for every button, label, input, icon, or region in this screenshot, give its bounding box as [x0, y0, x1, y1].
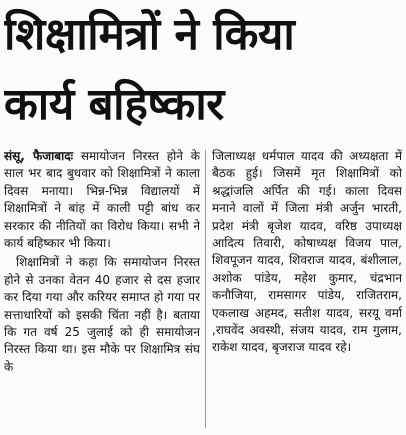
article-paragraph	[4, 148, 200, 252]
article-paragraph: जिलाध्यक्ष धर्मपाल यादव की अध्यक्षता में बैठक हुई। जिसमें मृत शिक्षामित्रों को श्रद्धांजलि अर्पित की गई। काला दिवस मनाने वालों में जिला मंत्री अर्जुन भारती, प्रदेश मंत्री बृजेश यादव, वरिष्ठ उपाध्यक्ष आदित्य तिवारी, कोषाध्यक्ष विजय पाल, शिवपूजन यादव, शिवराज यादव, बंशीलाल, अशोक पांडेय, महेश कुमार, चंद्रभान कनौजिया, रामसागर पांडेय, राजितराम, एकलाख अहमद, सतीश यादव, सरयू वर्मा ,राघवेंद अवस्थी, संजय यादव, राम गुलाम, राकेश यादव, बृजराज यादव रहे।	[212, 149, 402, 355]
headline-line-2: कार्य बहिष्कार	[4, 79, 224, 130]
column-divider	[205, 150, 206, 428]
article-column-left	[4, 148, 200, 433]
dateline: संसू, फैजाबादः	[4, 149, 74, 163]
headline-line-1: शिक्षामित्रों ने किया	[4, 9, 295, 60]
paragraph-text: समायोजन निरस्त होने के साल भर बाद बुधवार को शिक्षामित्रों ने काला दिवस मनाया। भिन्न-भिन्न विद्यालयों में शिक्षामित्रों ने बांह में काली पट्टी बांध कर सरकार की नीतियों का विरोध किया। सभी ने कार्य बहिष्कार भी किया।	[4, 149, 200, 251]
article-paragraph: शिक्षामित्रों ने कहा कि समायोजन निरस्त होने से उनका वेतन 40 हजार से दस हजार कर दिया गया और करियर समाप्त हो गया पर सत्ताधारियों को इसकी चिंता नहीं है। बताया कि गत वर्ष 25 जुलाई को ही समायोजन निरस्त किया था। इस मौके पर शिक्षामित्र संघ के	[4, 255, 200, 374]
article-column-right	[212, 148, 402, 433]
